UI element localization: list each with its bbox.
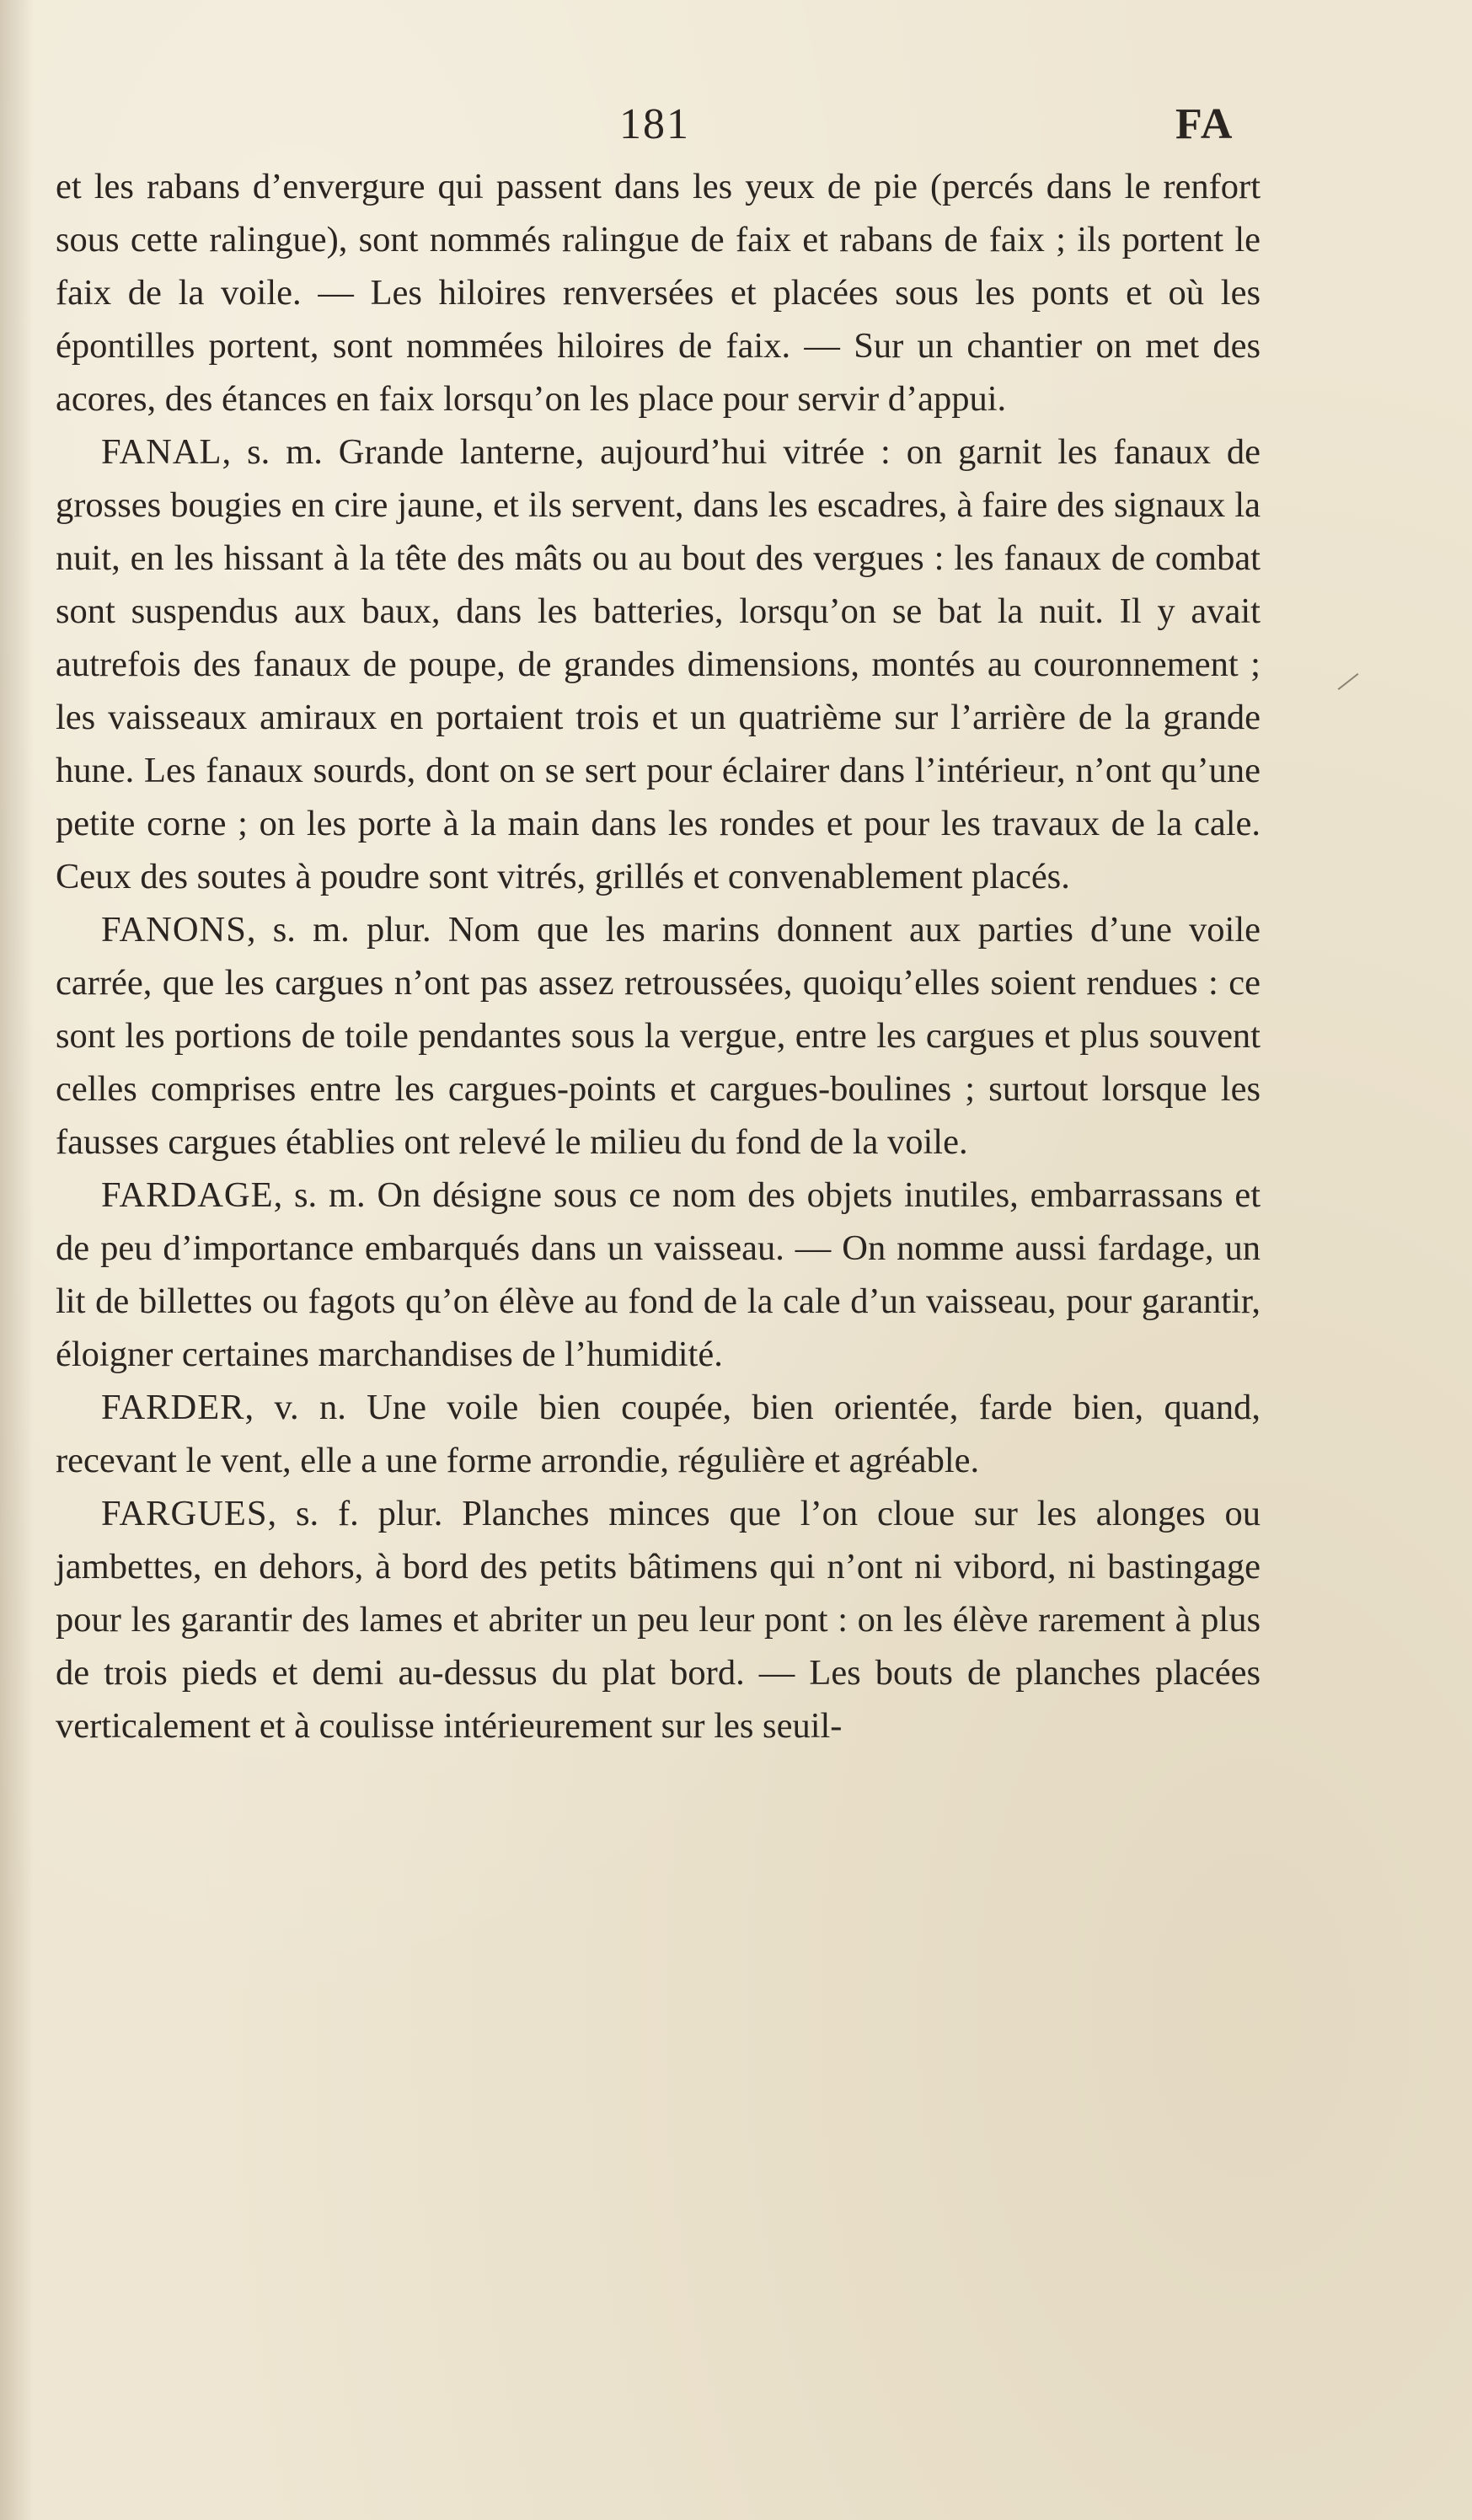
entry-headword: FANAL	[101, 432, 222, 472]
stray-ink-mark	[1338, 673, 1359, 690]
entry-headword: FARDAGE	[101, 1175, 274, 1215]
page-number: 181	[619, 100, 690, 148]
page-header	[0, 93, 1472, 160]
paragraph-text: et les rabans d’envergure qui passent dans les yeux de pie (percés dans le renfort sous cette ralingue), sont nommés ralingue de faix et rabans de faix ; ils portent le faix de la voile. — Les hiloires renversées et placées sous les ponts et où les épontilles portent, sont nommées hiloires de faix. — Sur un chantier on met des acores, des étances en faix lorsqu’on les place pour servir d’appui.	[56, 167, 1261, 419]
entry-text: , s. m. plur. Nom que les marins donnent aux parties d’une voile carrée, que les cargues n’ont pas assez retroussées, quoiqu’elles soient rendues : ce sont les portions de toile pendantes sous la vergue, entre les cargues et plus souvent celles comprises entre les cargues-points et cargues-boulines ; surtout lorsque les fausses cargues établies ont relevé le milieu du fond de la voile.	[56, 910, 1261, 1162]
entry-text: , s. m. Grande lanterne, aujourd’hui vitrée : on garnit les fanaux de grosses bougies en cire jaune, et ils servent, dans les escadres, à faire des signaux la nuit, en les hissant à la tête des mâts ou au bout des vergues : les fanaux de combat sont suspendus aux baux, dans les batteries, lorsqu’on se bat la nuit. Il y avait autrefois des fanaux de poupe, de grandes dimensions, montés au couronnement ; les vaisseaux amiraux en portaient trois et un quatrième sur l’arrière de la grande hune. Les fanaux sourds, dont on se sert pour éclairer dans l’intérieur, n’ont qu’une petite corne ; on les porte à la main dans les rondes et pour les travaux de la cale. Ceux des soutes à poudre sont vitrés, grillés et convenablement placés.	[56, 432, 1261, 896]
entry-headword: FARGUES	[101, 1494, 268, 1533]
dictionary-entry-farder	[56, 1381, 1261, 1487]
entry-text: , s. f. plur. Planches minces que l’on cloue sur les alonges ou jambettes, en dehors, à bord des petits bâtimens qui n’ont ni vibord, ni bastingage pour les garantir des lames et abriter un peu leur pont : on les élève rarement à plus de trois pieds et demi au-dessus du plat bord. — Les bouts de planches placées verticalement et à coulisse intérieurement sur les seuil-	[56, 1494, 1261, 1746]
dictionary-entry-fargues	[56, 1487, 1261, 1752]
body-text	[56, 160, 1261, 1752]
entry-headword: FARDER	[101, 1388, 245, 1427]
entry-text: , s. m. On désigne sous ce nom des objets inutiles, embarrassans et de peu d’importance embarqués dans un vaisseau. — On nomme aussi fardage, un lit de billettes ou fagots qu’on élève au fond de la cale d’un vaisseau, pour garantir, éloigner certaines marchandises de l’humidité.	[56, 1175, 1261, 1374]
dictionary-entry-fanons	[56, 903, 1261, 1169]
dictionary-entry-fardage	[56, 1169, 1261, 1381]
entry-text: , v. n. Une voile bien coupée, bien orientée, farde bien, quand, recevant le vent, elle a une forme arrondie, régulière et agréable.	[56, 1388, 1261, 1480]
dictionary-entry-fanal	[56, 425, 1261, 903]
paragraph-continuation	[56, 160, 1261, 425]
page-fold-shadow	[0, 0, 34, 2520]
entry-headword: FANONS	[101, 910, 247, 950]
running-head: FA	[1175, 100, 1234, 148]
